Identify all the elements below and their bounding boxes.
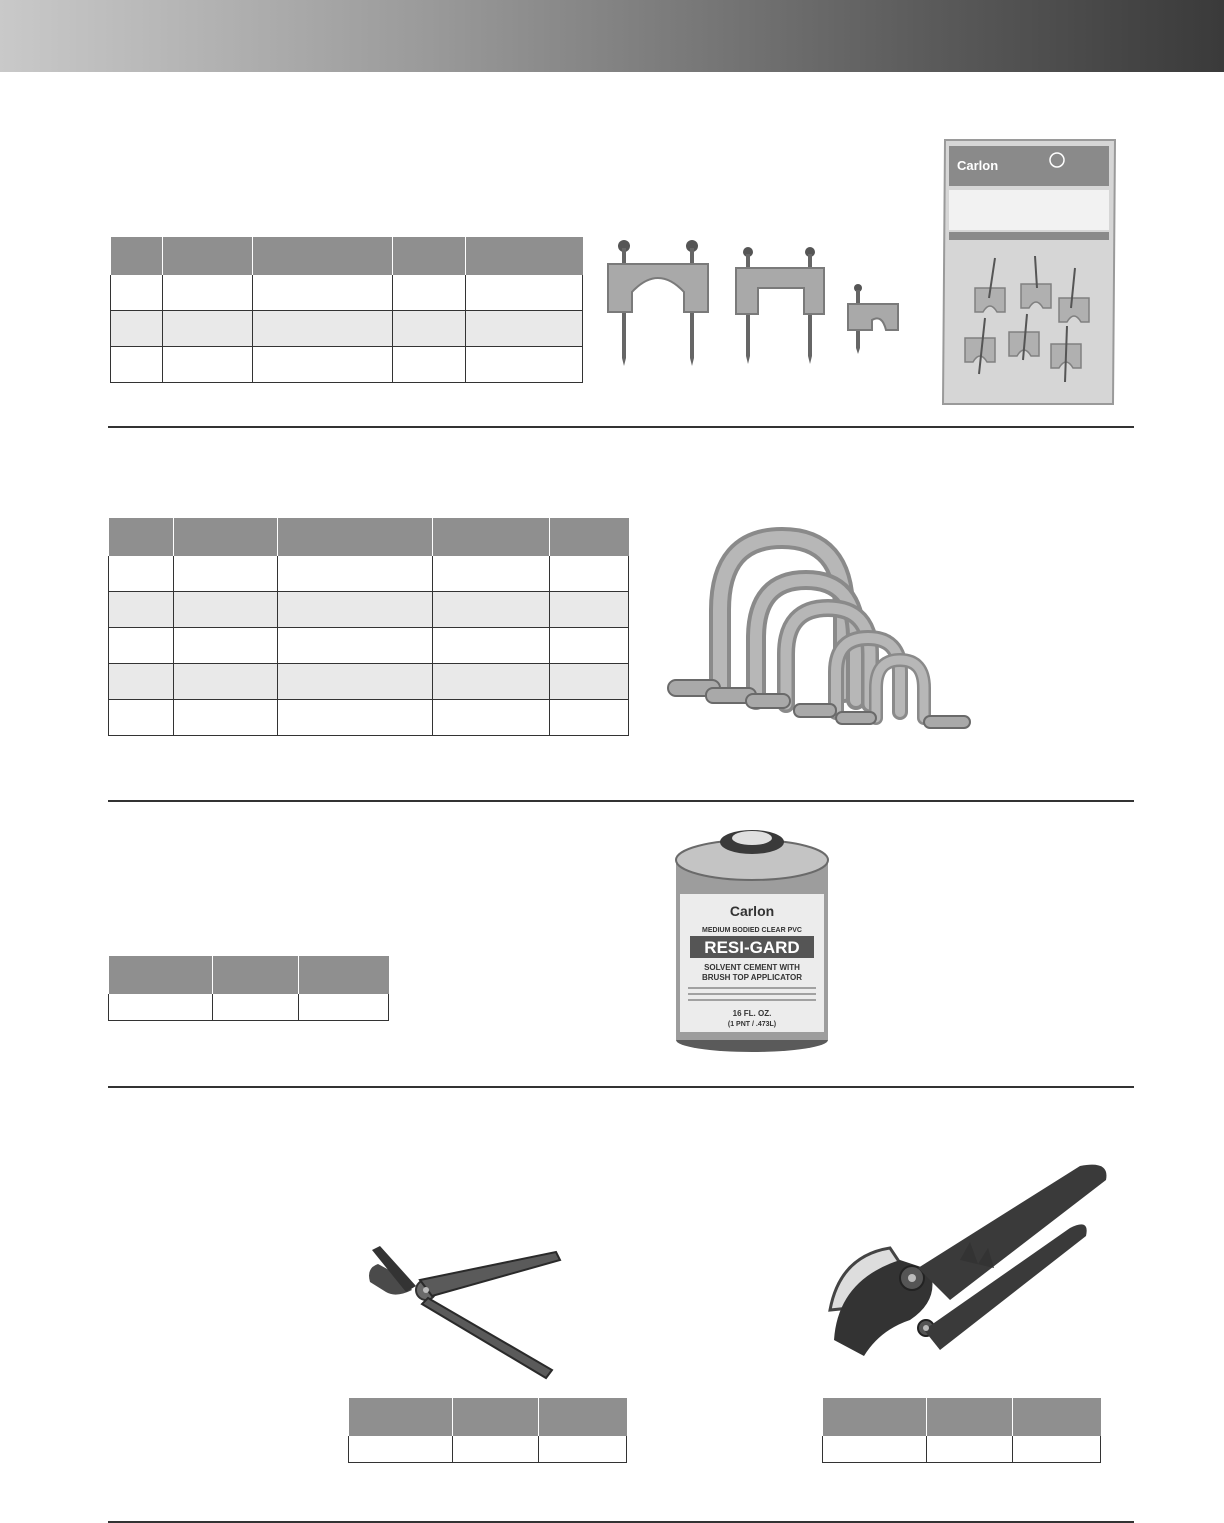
table-cell xyxy=(539,1436,627,1463)
table-cell xyxy=(163,275,253,311)
table-header-row xyxy=(109,956,389,994)
table-header-cell xyxy=(213,956,299,994)
table-row xyxy=(111,311,583,347)
table-cell xyxy=(111,311,163,347)
table-header-row xyxy=(109,518,629,556)
can-line2-label: SOLVENT CEMENT WITH xyxy=(704,963,800,972)
table-cell xyxy=(174,628,278,664)
medium-staple-image xyxy=(732,242,828,368)
table-cell xyxy=(466,311,583,347)
can-line3-label: BRUSH TOP APPLICATOR xyxy=(701,973,803,982)
table-cell xyxy=(550,700,629,736)
can-size2-label: (1 PNT / .473L) xyxy=(727,1021,777,1028)
table-header-cell xyxy=(278,518,433,556)
table-cell xyxy=(213,994,299,1021)
table-header-row xyxy=(823,1398,1101,1436)
table-header-cell xyxy=(539,1398,627,1436)
table-row xyxy=(823,1436,1101,1463)
table-cell xyxy=(111,275,163,311)
table-cell xyxy=(550,592,629,628)
table-cell xyxy=(109,700,174,736)
table-header-cell xyxy=(163,237,253,275)
table-cell xyxy=(174,664,278,700)
staple-bag-image xyxy=(935,138,1125,408)
section-divider xyxy=(108,800,1134,802)
table-cell xyxy=(393,311,466,347)
table-row xyxy=(109,700,629,736)
table-header-cell xyxy=(823,1398,927,1436)
table-header-cell xyxy=(453,1398,539,1436)
large-cutter-spec-table xyxy=(822,1398,1101,1463)
table-header-cell xyxy=(349,1398,453,1436)
table-cell xyxy=(433,628,550,664)
table-row xyxy=(111,275,583,311)
table-cell xyxy=(550,664,629,700)
large-pipe-cutter-image xyxy=(820,1160,1120,1390)
table-row xyxy=(109,994,389,1021)
table-cell xyxy=(278,592,433,628)
table-cell xyxy=(278,628,433,664)
table-header-cell xyxy=(1013,1398,1101,1436)
bag-brand-label: Carlon xyxy=(957,158,999,173)
cement-spec-table xyxy=(108,956,389,1021)
table-row xyxy=(109,664,629,700)
table-cell xyxy=(466,347,583,383)
table-cell xyxy=(278,664,433,700)
table-cell xyxy=(550,628,629,664)
table-row xyxy=(109,628,629,664)
table-cell xyxy=(163,347,253,383)
table-cell xyxy=(109,628,174,664)
table-cell xyxy=(927,1436,1013,1463)
table-row xyxy=(109,592,629,628)
table-cell xyxy=(433,664,550,700)
table-header-cell xyxy=(927,1398,1013,1436)
table-header-cell xyxy=(253,237,393,275)
table-cell xyxy=(109,592,174,628)
table-cell xyxy=(109,556,174,592)
solvent-cement-can-image xyxy=(668,820,836,1056)
section-divider xyxy=(108,1086,1134,1088)
table-cell xyxy=(278,700,433,736)
table-cell xyxy=(823,1436,927,1463)
table-header-cell xyxy=(393,237,466,275)
table-header-cell xyxy=(433,518,550,556)
table-header-cell xyxy=(466,237,583,275)
table-cell xyxy=(109,664,174,700)
table-header-cell xyxy=(550,518,629,556)
table-cell xyxy=(299,994,389,1021)
table-header-cell xyxy=(174,518,278,556)
table-cell xyxy=(433,592,550,628)
page-header-bar xyxy=(0,0,1224,72)
table-cell xyxy=(433,556,550,592)
table-header-cell xyxy=(111,237,163,275)
table-cell xyxy=(174,700,278,736)
table-header-row xyxy=(349,1398,627,1436)
table-header-cell xyxy=(109,518,174,556)
table-cell xyxy=(174,556,278,592)
table-cell xyxy=(349,1436,453,1463)
straps-spec-table xyxy=(108,518,629,736)
table-cell xyxy=(253,311,393,347)
table-header-cell xyxy=(299,956,389,994)
table-cell xyxy=(253,347,393,383)
table-cell xyxy=(278,556,433,592)
table-cell xyxy=(111,347,163,383)
table-row xyxy=(111,347,583,383)
small-cutter-spec-table xyxy=(348,1398,627,1463)
table-cell xyxy=(393,275,466,311)
can-product-label: RESI-GARD xyxy=(704,938,800,957)
pipe-straps-image xyxy=(660,520,1020,740)
table-row xyxy=(109,556,629,592)
table-cell xyxy=(453,1436,539,1463)
table-cell xyxy=(393,347,466,383)
table-cell xyxy=(109,994,213,1021)
small-pipe-cutter-image xyxy=(356,1246,576,1382)
small-staple-image xyxy=(842,280,904,356)
table-cell xyxy=(550,556,629,592)
table-cell xyxy=(163,311,253,347)
table-cell xyxy=(466,275,583,311)
can-line1-label: MEDIUM BODIED CLEAR PVC xyxy=(702,927,802,934)
table-header-cell xyxy=(109,956,213,994)
staples-spec-table xyxy=(110,237,583,383)
table-cell xyxy=(1013,1436,1101,1463)
can-brand-label: Carlon xyxy=(729,903,775,919)
table-header-row xyxy=(111,237,583,275)
table-cell xyxy=(253,275,393,311)
table-row xyxy=(349,1436,627,1463)
can-size-label: 16 FL. OZ. xyxy=(732,1009,772,1018)
section-divider xyxy=(108,426,1134,428)
table-cell xyxy=(174,592,278,628)
large-staple-image xyxy=(598,234,730,372)
table-cell xyxy=(433,700,550,736)
